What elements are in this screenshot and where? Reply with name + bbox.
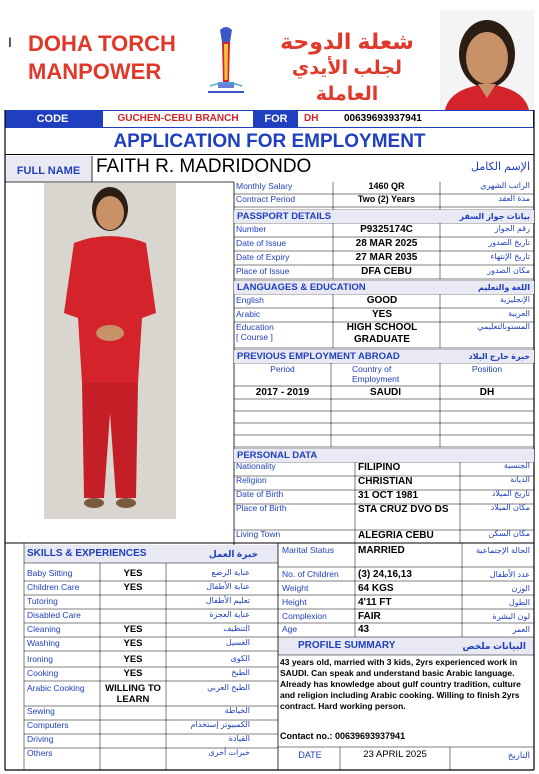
skill-ar: الكوى — [230, 654, 250, 663]
employment-period: 2017 - 2019 — [255, 387, 310, 398]
for-value: DH — [298, 111, 338, 127]
language-label: Arabic — [236, 309, 261, 319]
skill-label: Driving — [27, 734, 54, 744]
employment-country: SAUDI — [369, 387, 402, 398]
company-name-line1: DOHA TORCH — [28, 31, 176, 56]
skill-value: YES — [123, 582, 143, 593]
personal-extra-label: Height — [282, 597, 307, 607]
date-label: DATE — [298, 750, 322, 760]
passport-value: 27 MAR 2035 — [355, 252, 418, 263]
code-phone: 00639693937941 — [338, 111, 533, 127]
skill-value: YES — [123, 624, 143, 635]
skills-title: SKILLS & EXPERIENCES — [27, 548, 147, 559]
company-name-line2: MANPOWER — [28, 59, 162, 84]
passport-header-title: PASSPORT DETAILS — [237, 211, 332, 222]
company-name-ar-line2: لجلب الأيدي العاملة — [291, 58, 403, 105]
passport-value: P9325174C — [360, 224, 413, 235]
left-mark: I — [8, 34, 12, 50]
skill-label: Washing — [27, 638, 60, 648]
full-name-label: FULL NAME — [5, 156, 92, 182]
personal-extra-label: No. of Children — [282, 569, 339, 579]
date-ar: التاريخ — [507, 750, 530, 760]
skill-ar: القيادة — [228, 734, 250, 743]
branch-field: GUCHEN-CEBU BRANCH — [103, 111, 253, 127]
personal-label: Nationality — [236, 461, 276, 471]
skill-label: Disabled Care — [27, 610, 81, 620]
passport-label: Date of Issue — [236, 238, 287, 248]
skill-label: Tutoring — [27, 596, 58, 606]
personal-extra-label: Weight — [282, 583, 309, 593]
top-info-value: Two (2) Years — [357, 194, 416, 204]
skill-ar: الكمبيوتر إستخدام — [190, 720, 250, 729]
skill-ar: تعليم الأطفال — [205, 596, 250, 605]
employment-position: DH — [479, 387, 495, 398]
passport-ar: تاريخ الصدور — [488, 238, 530, 247]
passport-header-title-ar: بيانات جواز السفر — [459, 212, 530, 221]
personal-ar: الديانة — [509, 475, 530, 484]
skill-label: Computers — [27, 720, 69, 730]
top-info-value: 1460 QR — [368, 181, 405, 191]
personal-value: FILIPINO — [358, 462, 401, 473]
personal-value: 31 OCT 1981 — [358, 490, 419, 501]
personal-label: Place of Birth — [236, 503, 287, 513]
language-ar: العربية — [508, 309, 530, 318]
personal-extra-label: Complexion — [282, 611, 327, 621]
skill-value: YES — [123, 568, 143, 579]
skill-ar: الطبخ — [231, 668, 250, 677]
skill-ar: خبرات أخرى — [208, 748, 250, 757]
personal-label: Living Town — [236, 529, 281, 539]
language-value: YES — [371, 309, 392, 320]
skill-label: Cooking — [27, 668, 59, 678]
skills-title-ar: خبرة العمل — [208, 549, 258, 559]
personal-extra-value: (3) 24,16,13 — [358, 569, 412, 580]
skill-ar: عناية الأطفال — [206, 582, 250, 591]
personal-value: STA CRUZ DVO DS — [358, 504, 449, 515]
skill-value: YES — [123, 654, 143, 665]
skill-value: YES — [123, 668, 143, 679]
personal-extra-ar: الوزن — [511, 584, 530, 593]
languages-header — [234, 281, 534, 294]
skill-label: Baby Sitting — [27, 568, 73, 578]
skill-value: WILLING TO LEARN — [105, 683, 161, 705]
employment-header-title-ar: خبرة خارج البلاد — [468, 352, 530, 361]
employment-col-country: Country of Employment — [352, 364, 400, 384]
date-value: 23 APRIL 2025 — [363, 749, 427, 760]
language-label: English — [236, 295, 264, 305]
full-name-value: FAITH R. MADRIDONDO — [96, 156, 312, 177]
language-label-sub: [ Course ] — [236, 332, 273, 342]
skill-value: YES — [123, 638, 143, 649]
personal-value: ALEGRIA CEBU — [358, 530, 434, 541]
passport-header — [234, 210, 534, 223]
profile-title-ar: البيانات ملخص — [462, 641, 526, 651]
personal-extra-label: Marital Status — [282, 545, 334, 555]
language-value: GOOD — [366, 295, 398, 306]
language-label: Education — [236, 322, 274, 332]
for-label: FOR — [264, 113, 288, 125]
skill-ar: عناية العجزة — [209, 610, 250, 619]
personal-extra-ar: لون البشرة — [492, 612, 530, 621]
personal-extra-value: 4'11 FT — [358, 597, 392, 608]
personal-ar: مكان السكن — [488, 529, 530, 538]
passport-value: DFA CEBU — [361, 266, 412, 277]
skill-label: Cleaning — [27, 624, 61, 634]
personal-extra-value: MARRIED — [358, 545, 405, 556]
personal-extra-ar: الحالة الإجتماعية — [476, 546, 530, 555]
personal-extra-value: 64 KGS — [358, 583, 394, 594]
full-name-ar: الإسم الكامل — [471, 161, 530, 173]
top-info-ar: مدة العقد — [498, 194, 530, 203]
skill-label: Others — [27, 748, 53, 758]
personal-extra-label: Age — [282, 624, 298, 634]
skill-ar: التنظيف — [223, 624, 250, 633]
personal-extra-ar: الطول — [508, 598, 530, 607]
language-ar: الإنجليزية — [499, 295, 530, 304]
passport-label: Number — [236, 224, 267, 234]
personal-label: Religion — [236, 475, 267, 485]
company-name-ar-line1: شعلة الدوحة — [280, 29, 414, 54]
top-info-label: Contract Period — [236, 194, 296, 204]
profile-summary: 43 years old, married with 3 kids, 2yrs experienced work in SAUDI. Can speak and understand basic Arabic language. Already has knowledge about gulf country tradition, culture and religion including Arabic cooking. Willing to finish 2yrs contract. Hard working person. — [280, 657, 521, 711]
personal-extra-ar: العمر — [512, 625, 530, 634]
employment-col-period: Period — [270, 364, 295, 374]
profile-title: PROFILE SUMMARY — [298, 640, 396, 651]
personal-extra-value: FAIR — [358, 611, 381, 622]
top-info-ar: الراتب الشهري — [480, 181, 530, 190]
personal-ar: تاريخ الميلاد — [491, 489, 530, 498]
skill-ar: عناية الرضع — [211, 568, 250, 577]
profile-contact: Contact no.: 00639693937941 — [280, 731, 406, 741]
passport-value: 28 MAR 2025 — [355, 238, 418, 249]
top-info-label: Monthly Salary — [236, 181, 293, 191]
languages-header-title: LANGUAGES & EDUCATION — [237, 282, 366, 293]
language-ar: المستوىالتعليمي — [477, 322, 530, 331]
skill-label: Ironing — [27, 654, 53, 664]
personal-ar: الجنسية — [503, 461, 530, 470]
employment-header-title: PREVIOUS EMPLOYMENT ABROAD — [237, 351, 400, 362]
personal-ar: مكان الميلاد — [490, 503, 530, 512]
personal-extra-ar: عدد الأطفال — [489, 570, 530, 579]
personal-label: Date of Birth — [236, 489, 284, 499]
passport-label: Place of Issue — [236, 266, 290, 276]
skill-label: Arabic Cooking — [27, 683, 85, 693]
code-label: CODE — [36, 113, 69, 125]
passport-ar: رقم الجواز — [494, 224, 530, 233]
employment-header — [234, 350, 534, 363]
passport-label: Date of Expiry — [236, 252, 290, 262]
passport-ar: مكان الصدور — [487, 266, 530, 275]
form-title: APPLICATION FOR EMPLOYMENT — [5, 129, 534, 155]
language-value: HIGH SCHOOL GRADUATE — [346, 322, 418, 345]
personal-value: CHRISTIAN — [358, 476, 413, 487]
personal-header-title: PERSONAL DATA — [237, 450, 318, 461]
personal-extra-value: 43 — [358, 624, 370, 635]
skill-label: Sewing — [27, 706, 55, 716]
skill-label: Children Care — [27, 582, 80, 592]
skill-ar: الغسيل — [225, 638, 250, 647]
employment-col-position: Position — [471, 364, 503, 374]
skill-ar: الخياطة — [224, 706, 250, 715]
skill-ar: الطبخ العربي — [207, 683, 250, 692]
languages-header-title-ar: اللغة والتعليم — [478, 283, 530, 292]
passport-ar: تاريخ الإنتهاء — [490, 252, 530, 261]
